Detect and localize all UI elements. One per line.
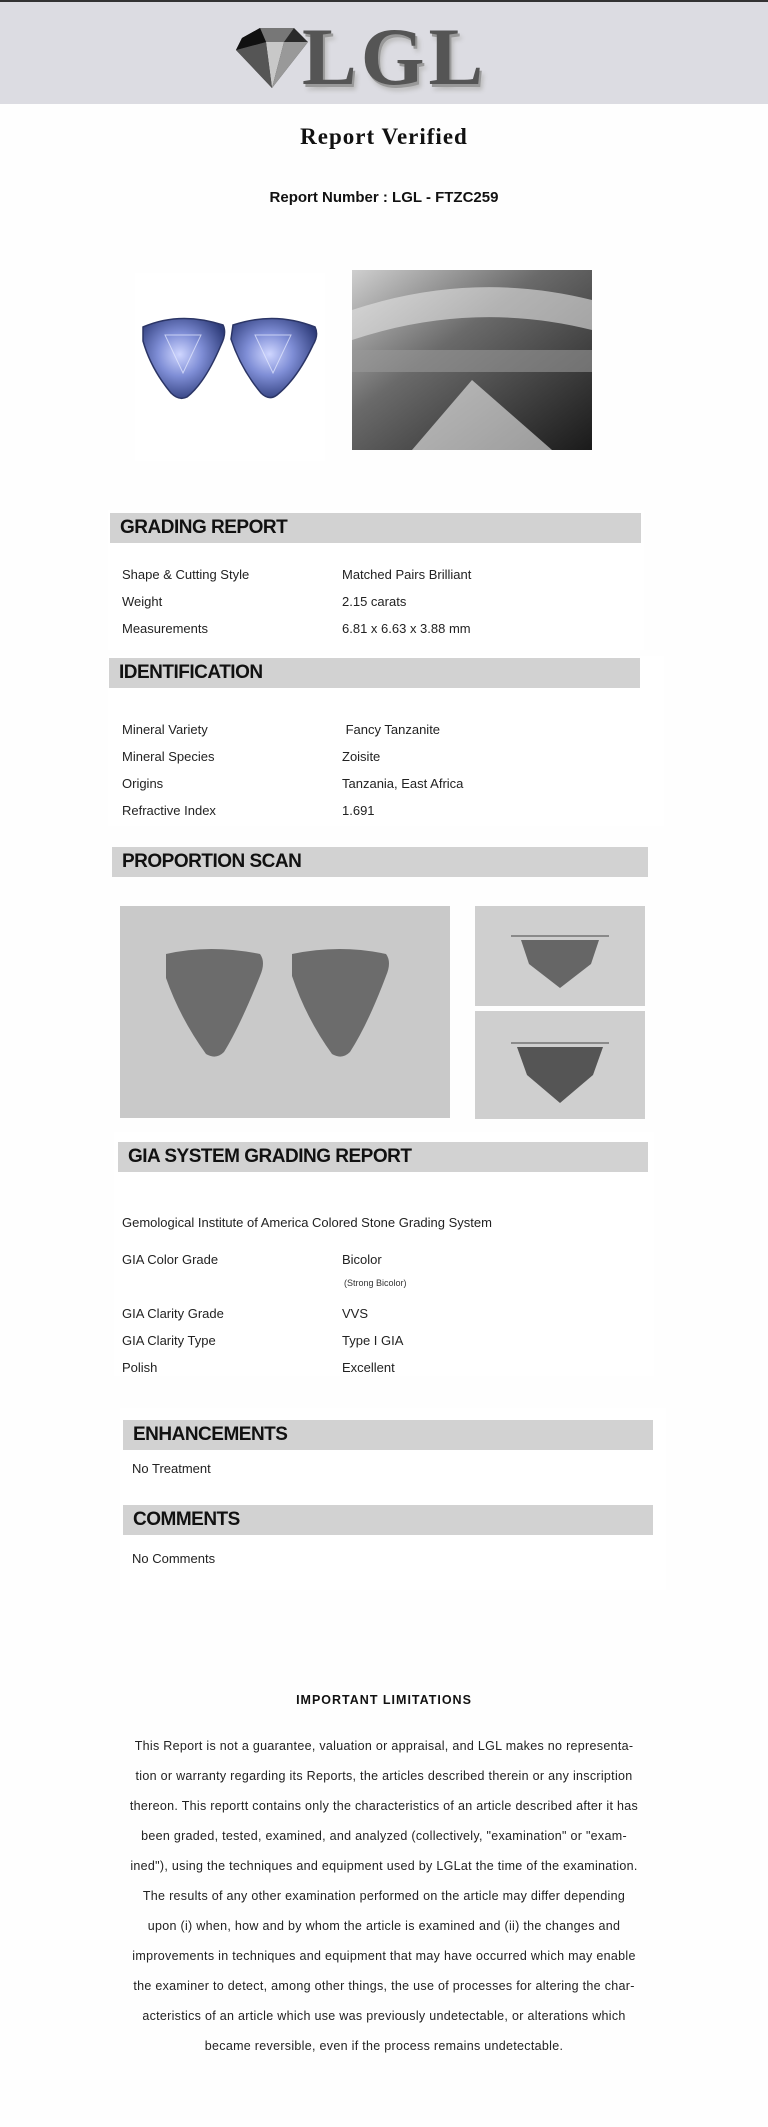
gia-label-clarity: GIA Clarity Grade	[122, 1306, 224, 1321]
ident-label-species: Mineral Species	[122, 749, 215, 764]
ident-value-origins: Tanzania, East Africa	[342, 776, 464, 791]
proportion-scan-facet-map	[120, 906, 450, 1118]
grading-value-measurements: 6.81 x 6.63 x 3.88 mm	[342, 621, 471, 636]
limitations-line: became reversible, even if the process remains undetectable.	[204, 2039, 564, 2053]
limitations-line: upon (i) when, how and by whom the article is examined and (ii) the changes and	[147, 1919, 621, 1933]
gia-label-clarity-type: GIA Clarity Type	[122, 1333, 216, 1348]
comments-heading: COMMENTS	[123, 1505, 653, 1535]
lgl-logo	[232, 11, 492, 102]
limitations-heading: IMPORTANT LIMITATIONS	[296, 1693, 472, 1707]
diamond-logo-icon	[232, 24, 312, 94]
identification-heading: IDENTIFICATION	[109, 658, 640, 688]
ident-value-variety: Fancy Tanzanite	[342, 722, 441, 737]
limitations-line: the examiner to detect, among other things, the use of processes for altering the char-	[133, 1979, 635, 1993]
gia-value-clarity: VVS	[342, 1306, 369, 1321]
enhancements-heading: ENHANCEMENTS	[123, 1420, 653, 1450]
proportion-side-view-2	[475, 1011, 645, 1119]
ident-value-ri: 1.691	[342, 803, 375, 818]
gems-photo	[135, 273, 325, 461]
limitations-line: improvements in techniques and equipment that may have occurred which may enable	[132, 1949, 636, 1963]
grading-label-shape: Shape & Cutting Style	[122, 567, 250, 582]
gia-color-note: (Strong Bicolor)	[344, 1278, 407, 1288]
ident-label-ri: Refractive Index	[122, 803, 216, 818]
header-banner	[0, 2, 768, 104]
ident-label-variety: Mineral Variety	[122, 722, 208, 737]
grading-value-weight: 2.15 carats	[342, 594, 407, 609]
proportion-scan-heading: PROPORTION SCAN	[112, 847, 648, 877]
limitations-line: been graded, tested, examined, and analyzed (collectively, "examination" or "exam-	[141, 1829, 627, 1843]
grading-value-shape: Matched Pairs Brilliant	[342, 567, 472, 582]
grading-label-weight: Weight	[122, 594, 163, 609]
gia-heading: GIA SYSTEM GRADING REPORT	[118, 1142, 648, 1172]
limitations-line: ined"), using the techniques and equipment used by LGLat the time of the examination.	[130, 1859, 638, 1873]
ident-value-species: Zoisite	[342, 749, 381, 764]
proportion-side-view-1	[475, 906, 645, 1006]
gia-subtitle: Gemological Institute of America Colored Stone Grading System	[122, 1215, 492, 1230]
ident-label-origins: Origins	[122, 776, 164, 791]
limitations-line: acteristics of an article which use was previously undetectable, or alterations which	[142, 2009, 626, 2023]
limitations-line: The results of any other examination performed on the article may differ depending	[142, 1889, 626, 1903]
enhancements-text: No Treatment	[132, 1461, 211, 1476]
logo-lettering: LGL	[302, 11, 488, 102]
report-number: Report Number : LGL - FTZC259	[269, 189, 499, 206]
gia-value-polish: Excellent	[342, 1360, 395, 1375]
limitations-line: thereon. This reportt contains only the characteristics of an article described after it has	[129, 1799, 639, 1813]
gia-value-clarity-type: Type I GIA	[342, 1333, 404, 1348]
page-title: Report Verified	[300, 124, 468, 149]
limitations-line: tion or warranty regarding its Reports, the articles described therein or any inscription	[135, 1769, 633, 1783]
gia-value-color: Bicolor	[342, 1252, 382, 1267]
limitations-line: This Report is not a guarantee, valuation or appraisal, and LGL makes no representa-	[134, 1739, 634, 1753]
grading-report-heading: GRADING REPORT	[110, 513, 641, 543]
gia-label-polish: Polish	[122, 1360, 158, 1375]
gia-label-color: GIA Color Grade	[122, 1252, 219, 1267]
inscription-photo	[352, 270, 592, 450]
grading-label-measurements: Measurements	[122, 621, 208, 636]
comments-text: No Comments	[132, 1551, 216, 1566]
